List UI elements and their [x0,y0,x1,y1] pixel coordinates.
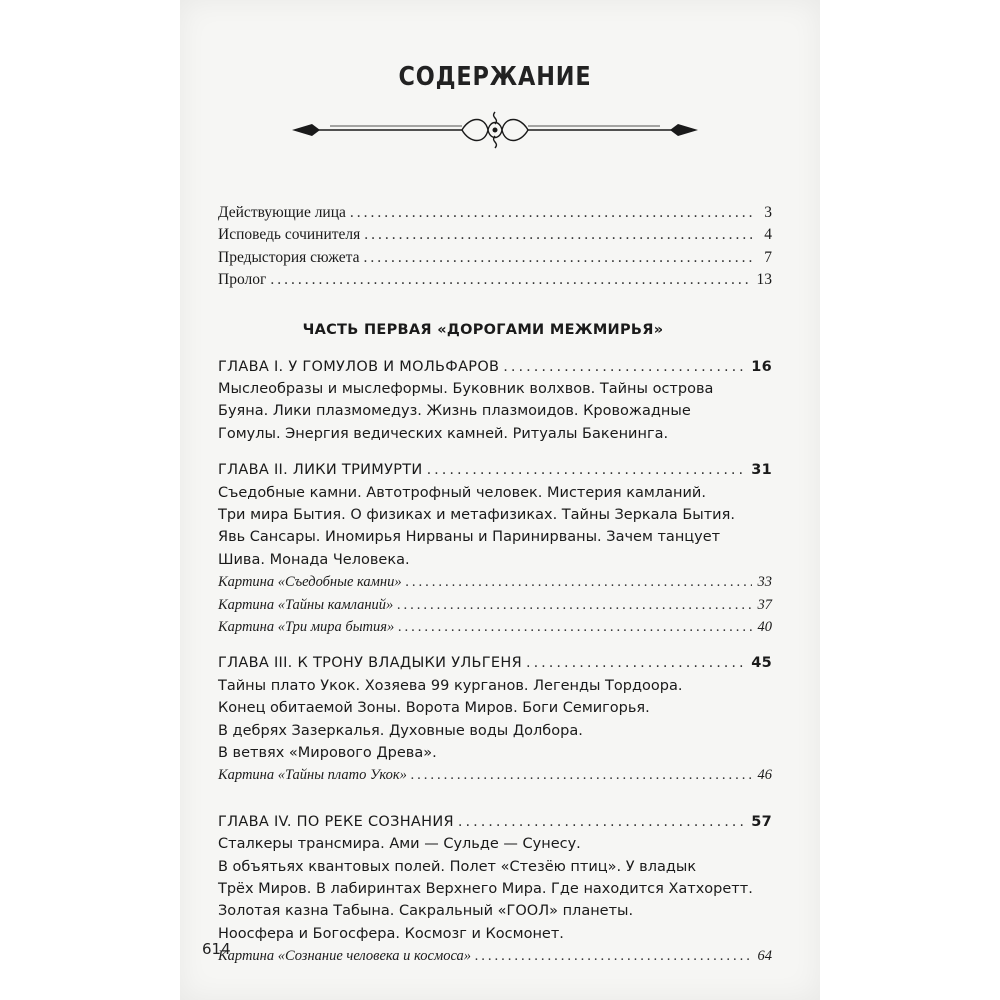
toc-entry-label: Исповедь сочинителя [218,226,361,244]
chapter-description-line: Гомулы. Энергия ведических камней. Ритуалы Бакенинга. [218,425,669,442]
chapter-description-line: В объятьях квантовых полей. Полет «Стезёю птиц». У владык [218,858,697,875]
chapter-description-line: Тайны плато Укок. Хозяева 99 курганов. Легенды Тордоора. [218,677,683,694]
chapter-description-line: В дебрях Зазеркалья. Духовные воды Долбора. [218,722,583,739]
picture-entry [218,571,772,593]
toc-entry-label: Предыстория сюжета [218,248,360,266]
leader-dots [406,571,752,593]
leader-dots [503,356,747,378]
picture-entry-label: Картина «Три мира бытия» [218,619,395,635]
picture-entry [218,594,772,616]
leader-dots [526,652,747,674]
chapter-heading [218,811,772,833]
chapter-heading [218,356,772,378]
toc-entry-label: Действующие лица [218,204,346,221]
chapter-description-line: Ноосфера и Богосфера. Космозг и Космонет. [218,925,564,942]
picture-entry-label: Картина «Тайны плато Укок» [218,767,407,784]
toc-entry [218,202,772,224]
chapter-heading-label: ГЛАВА III. К ТРОНУ ВЛАДЫКИ УЛЬГЕНЯ [218,655,522,672]
leader-dots [270,269,752,291]
picture-entry-label: Картина «Сознание человека и космоса» [218,948,472,965]
chapter-heading-label: ГЛАВА IV. ПО РЕКЕ СОЗНАНИЯ [218,813,454,830]
picture-entry [218,945,772,967]
page-number: 614 [202,940,231,958]
page-title: СОДЕРЖАНИЕ [398,62,592,92]
leader-dots [398,616,752,638]
chapter-description-line: Съедобные камни. Автотрофный человек. Мистерия камланий. [218,484,706,501]
chapter-heading-label: ГЛАВА II. ЛИКИ ТРИМУРТИ [218,462,423,479]
picture-entry-label: Картина «Съедобные камни» [218,574,402,591]
chapter-description-line: Три мира Бытия. О физиках и метафизиках. Тайны Зеркала Бытия. [218,507,735,523]
leader-dots [350,202,752,224]
decorative-divider-icon [290,106,700,154]
toc-entry [218,224,772,246]
chapter-heading [218,652,772,674]
chapter-description-line: В ветвях «Мирового Древа». [218,745,437,761]
picture-entry-page: 37 [757,596,772,613]
toc-entry [218,269,772,291]
leader-dots [475,945,752,967]
chapter-description-line: Мыслеобразы и мыслеформы. Буковник волхвов. Тайны острова [218,381,714,397]
picture-entry [218,764,772,786]
leader-dots [363,247,752,269]
picture-entry-page: 33 [757,574,772,591]
chapter-description-line: Трёх Миров. В лабиринтах Верхнего Мира. Где находится Хатхоретт. [218,881,753,897]
toc-entry-page: 4 [764,226,772,244]
chapter-heading-page: 16 [751,358,772,375]
picture-entry-page: 46 [757,767,772,784]
picture-entry [218,616,772,638]
chapter-description-line: Явь Сансары. Иномирья Нирваны и Паринирваны. Зачем танцует [218,529,721,546]
chapter-description-line: Буяна. Лики плазмомедуз. Жизнь плазмоидов. Кровожадные [218,403,691,420]
chapter-description-line: Конец обитаемой Зоны. Ворота Миров. Боги Семигорья. [218,700,650,717]
picture-entry-label: Картина «Тайны камланий» [218,596,394,613]
chapter-heading-page: 45 [751,655,772,672]
toc-entry-page: 3 [764,204,772,221]
picture-entry-page: 64 [757,948,772,965]
chapter-heading-label: ГЛАВА I. У ГОМУЛОВ И МОЛЬФАРОВ [218,358,500,375]
leader-dots [397,594,752,616]
toc-entry-page: 13 [756,271,772,289]
chapter-description-line: Сталкеры трансмира. Ами — Сульде — Сунесу. [218,836,581,853]
chapter-heading-page: 31 [751,462,772,479]
toc-entry-label: Пролог [218,271,267,289]
toc-entry-page: 7 [764,248,772,266]
leader-dots [427,459,748,481]
picture-entry-page: 40 [757,619,772,635]
chapter-description-line: Шива. Монада Человека. [218,551,410,568]
chapter-description-line: Золотая казна Табына. Сакральный «ГООЛ» планеты. [218,903,634,920]
leader-dots [458,811,747,833]
toc-entry [218,247,772,269]
leader-dots [411,764,752,786]
part-title: ЧАСТЬ ПЕРВАЯ «ДОРОГАМИ МЕЖМИРЬЯ» [302,321,664,338]
chapter-heading [218,459,772,481]
chapter-heading-page: 57 [751,813,772,830]
leader-dots [364,224,752,246]
